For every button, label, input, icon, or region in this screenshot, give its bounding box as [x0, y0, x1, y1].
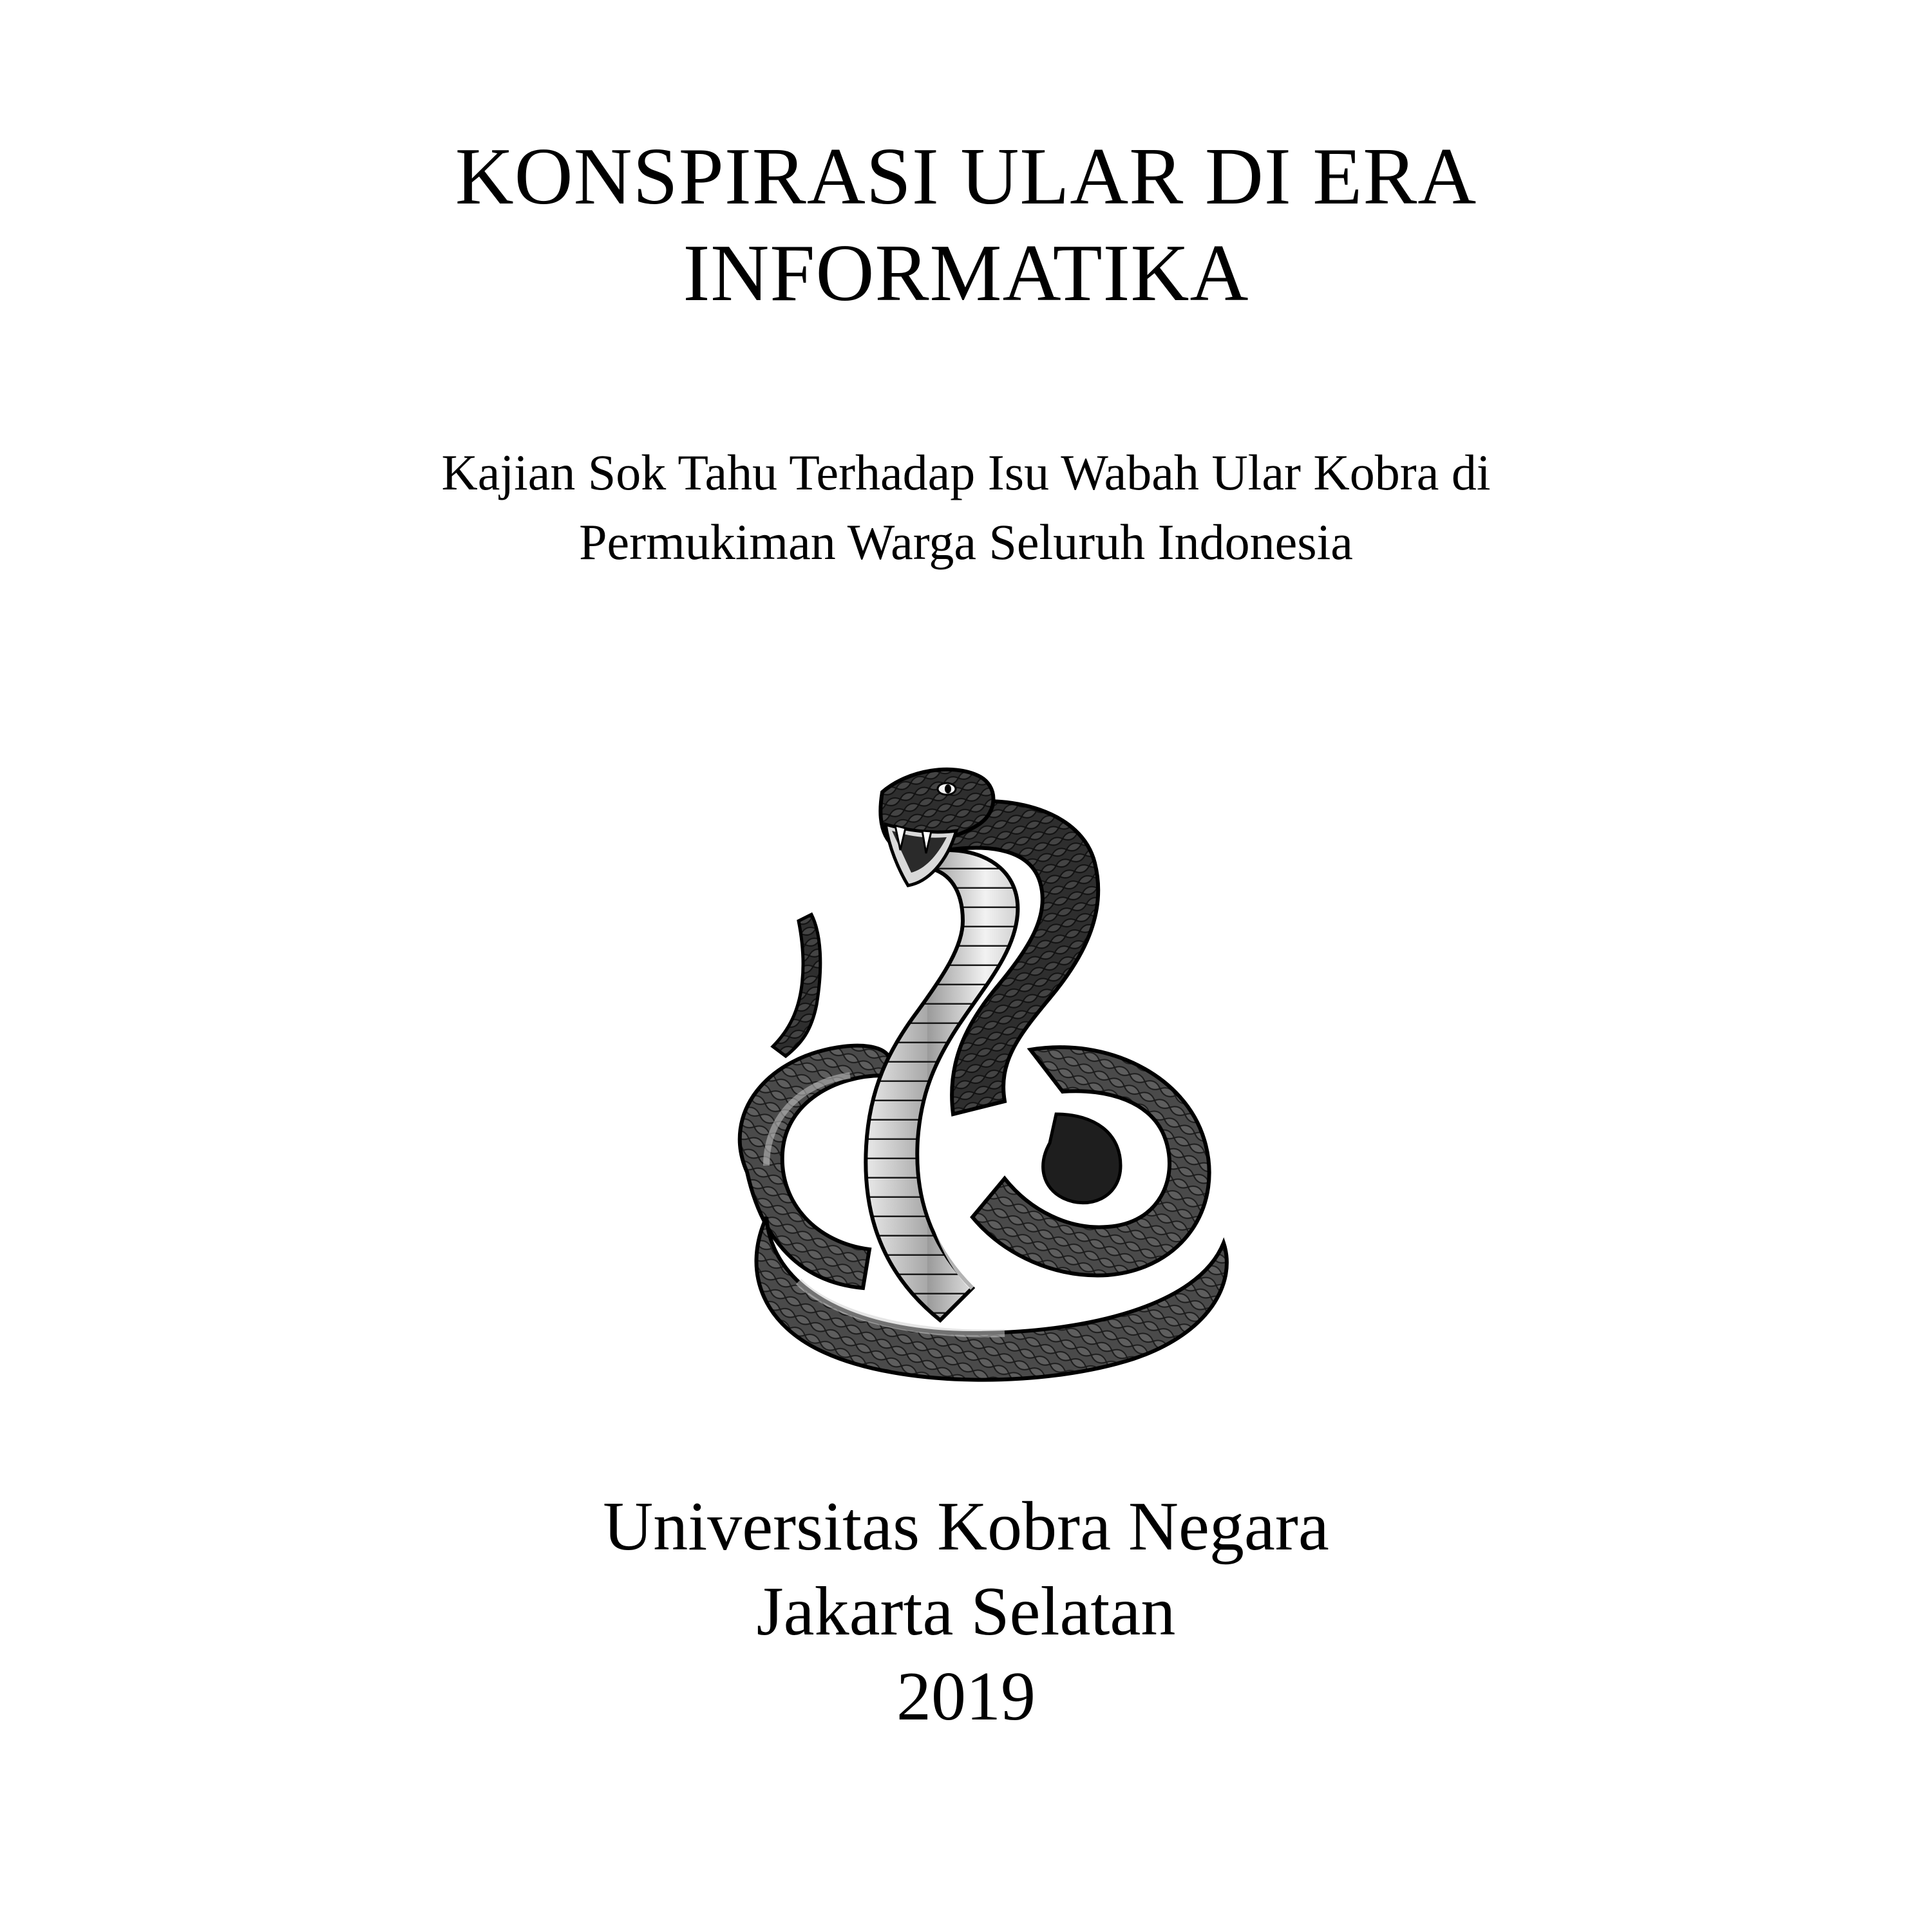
page-title — [0, 129, 1932, 322]
subtitle-line-2: Permukiman Warga Seluruh Indonesia — [579, 514, 1353, 570]
title-line-2: INFORMATIKA — [683, 229, 1249, 318]
subtitle-line-1: Kajian Sok Tahu Terhadap Isu Wabah Ular Kobra di — [441, 444, 1491, 500]
subtitle — [0, 438, 1932, 577]
publication-info — [0, 1484, 1932, 1739]
city: Jakarta Selatan — [756, 1573, 1176, 1650]
title-line-1: KONSPIRASI ULAR DI ERA — [455, 132, 1477, 222]
institution-name: Universitas Kobra Negara — [603, 1488, 1329, 1565]
year: 2019 — [896, 1658, 1036, 1735]
cobra-icon — [670, 753, 1262, 1410]
